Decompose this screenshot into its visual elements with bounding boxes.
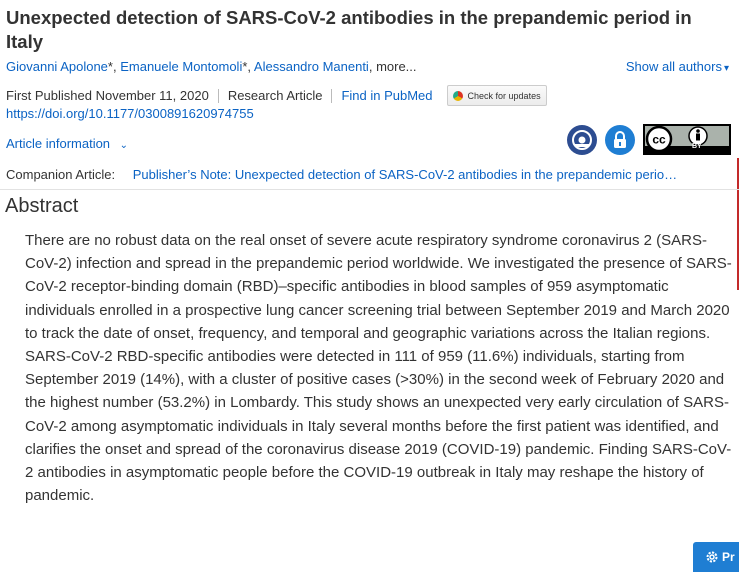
chevron-down-icon: ⌄: [119, 140, 129, 151]
separator: [218, 89, 219, 103]
companion-label: Companion Article:: [6, 167, 116, 182]
chevron-down-icon: ▾: [723, 63, 729, 74]
show-all-authors-label: Show all authors: [625, 59, 722, 74]
preferences-button[interactable]: [693, 542, 739, 572]
author-list: Giovanni Apolone*, Emanuele Montomoli*, Alessandro Manenti, more...: [6, 59, 417, 74]
published-date: First Published November 11, 2020: [6, 88, 209, 103]
gear-icon: [705, 550, 719, 564]
doi-link[interactable]: https://doi.org/10.1177/0300891620974755: [6, 106, 254, 121]
open-access-lock-icon[interactable]: [605, 125, 635, 155]
svg-text:cc: cc: [652, 132, 666, 147]
more-authors-link[interactable]: more...: [376, 59, 417, 74]
publication-meta: [6, 85, 547, 106]
find-in-pubmed-link[interactable]: Find in PubMed: [341, 88, 433, 103]
article-information-toggle[interactable]: [6, 136, 128, 151]
article-type: Research Article: [227, 88, 323, 103]
crossmark-icon: [453, 91, 463, 101]
author-link[interactable]: Emanuele Montomoli: [120, 59, 243, 74]
cc-by-icon[interactable]: [643, 124, 731, 155]
separator: [331, 89, 332, 103]
orcid-icon[interactable]: [567, 125, 597, 155]
cc-by-label: BY: [692, 143, 702, 150]
access-badges: [567, 124, 731, 155]
author-link[interactable]: Giovanni Apolone: [6, 59, 108, 74]
check-for-updates-label: Check for updates: [467, 90, 541, 101]
abstract-heading: Abstract: [5, 195, 79, 217]
corresponding-mark: *: [242, 59, 248, 74]
article-title: Unexpected detection of SARS-CoV-2 antibodies in the prepandemic period in Italy: [6, 7, 692, 52]
preferences-label: Pr: [722, 550, 735, 564]
article-information-label: Article information: [6, 136, 111, 151]
divider: [0, 189, 739, 190]
show-all-authors-button[interactable]: [626, 59, 729, 74]
companion-article-link[interactable]: Publisher’s Note: Unexpected detection of SARS-CoV-2 antibodies in the prepandemic perio…: [132, 167, 678, 182]
abstract-text: There are no robust data on the real onset of severe acute respiratory syndrome coronavirus 2 (SARS-CoV-2) infection and spread in the prepandemic period worldwide. We investigated the presence of SARS-CoV-2 receptor-binding domain (RBD)–specific antibodies in blood samples of 959 asymptomatic individuals enrolled in a prospective lung cancer screening trial between September 2019 and March 2020 to track the date of onset, frequency, and temporal and geographic variations across the Italian regions. SARS-CoV-2 RBD-specific antibodies were detected in 111 of 959 (11.6%) individuals, starting from September 2019 (14%), with a cluster of positive cases (>30%) in the second week of February 2020 and the highest number (53.2%) in Lombardy. This study shows an unexpected very early circulation of SARS-CoV-2 among asymptomatic individuals in Italy several months before the first patient was identified, and clarifies the onset and spread of the coronavirus disease 2019 (COVID-19) pandemic. Finding SARS-CoV-2 antibodies in asymptomatic people before the COVID-19 outbreak in Italy may reshape the history of pandemic.: [25, 232, 732, 505]
check-for-updates-button[interactable]: [447, 85, 547, 106]
companion-article: [6, 167, 728, 182]
author-link[interactable]: Alessandro Manenti: [253, 59, 369, 74]
corresponding-mark: *: [107, 59, 113, 74]
